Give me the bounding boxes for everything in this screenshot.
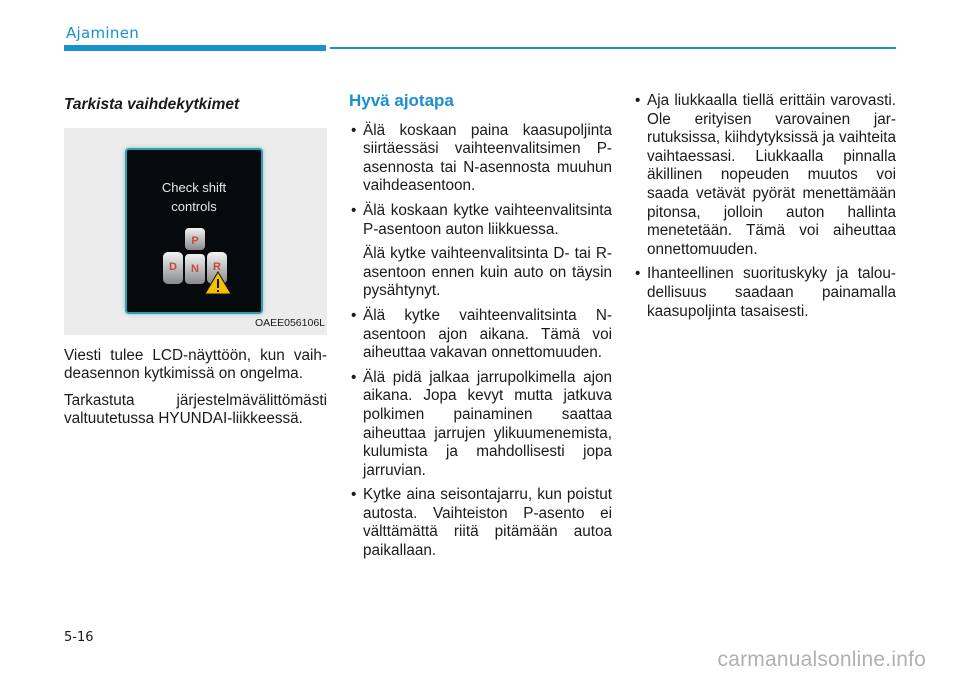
list-item: • Älä koskaan paina kaasupoljinta siirtäessäsi vaihteenvalitsimen P-asennosta tai N-asennosta muuhun vaihdeasentoon. xyxy=(349,122,612,196)
header-rule-thick xyxy=(64,45,326,51)
page-number: 5-16 xyxy=(64,630,94,645)
lcd-line-2: controls xyxy=(171,198,217,214)
header-rule-thin xyxy=(330,47,896,49)
list-item: • Kytke aina seisontajarru, kun poistut autosta. Vaihteiston P-asento ei välttämättä riitä pitämään autoa paikallaan. xyxy=(349,486,612,560)
watermark: carmanualsonline.info xyxy=(717,648,926,671)
list-item: • Älä kytke vaihteenvalitsinta N-asentoon ajon aikana. Tämä voi aiheuttaa vakavan onnettomuuden. xyxy=(349,307,612,363)
figure-code: OAEE056106L xyxy=(254,317,325,329)
lcd-message xyxy=(127,178,261,216)
paragraph-2: Tarkastuta järjestelmävälittömästi valtuutetussa HYUNDAI-liikkeessä. xyxy=(64,391,327,428)
lcd-line-1: Check shift xyxy=(161,179,227,195)
bullet-list-2 xyxy=(349,307,612,561)
list-item: • Älä pidä jalkaa jarrupolkimella ajon aikana. Jopa kevyt mutta jatkuva polkimen painaminen saattaa aiheuttaa jarrujen ylikuumenemista, kulumista ja mahdollisesti jopa jarruvian. xyxy=(349,369,612,481)
heading-good-driving: Hyvä ajotapa xyxy=(349,91,454,110)
paragraph-1: Viesti tulee LCD-näyttöön, kun vaihdeasennon kytkimissä on ongelma. xyxy=(64,346,327,383)
shift-buttons-icon xyxy=(161,228,233,298)
gear-label-n: N xyxy=(191,262,199,275)
heading-check-shift-controls: Tarkista vaihdekytkimet xyxy=(64,96,240,113)
section-title: Ajaminen xyxy=(66,24,140,42)
column-3 xyxy=(633,92,896,327)
column-1 xyxy=(64,92,327,437)
gear-label-r: R xyxy=(213,260,221,273)
column-2 xyxy=(349,92,612,567)
bullet-list-3 xyxy=(633,92,896,321)
bullet-list-1 xyxy=(349,122,612,240)
list-item: • Ihanteellinen suorituskyky ja taloudellisuus saadaan painamalla kaasupoljinta tasaisesti. xyxy=(633,265,896,321)
list-item: • Älä koskaan kytke vaihteenvalitsinta P-asentoon auton liikkuessa. xyxy=(349,202,612,239)
gear-label-d: D xyxy=(169,260,177,273)
indented-note: Älä kytke vaihteenvalitsinta D- tai R-asentoon ennen kuin auto on täysin pysähtynyt. xyxy=(363,245,612,300)
figure-check-shift xyxy=(64,128,327,335)
lcd-screen xyxy=(125,148,263,314)
gear-label-p: P xyxy=(191,234,199,247)
list-item: • Aja liukkaalla tiellä erittäin varovasti. Ole erityisen varovainen jarrutuksissa, kiihdytyksissä ja vaihteita vaihtaessasi. Liukkaalla pinnalla äkillinen nopeuden muutos voi saada vetävät pyörät menettämään pitonsa, jolloin auton hallinta menetetään. Tämä voi aiheuttaa onnettomuuden. xyxy=(633,92,896,259)
